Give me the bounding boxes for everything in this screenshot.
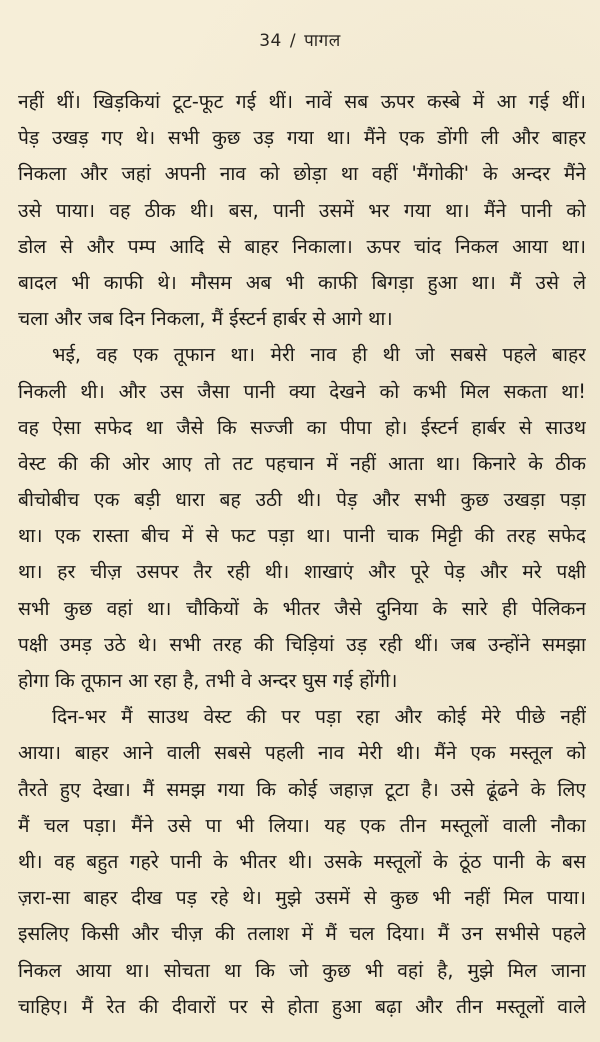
text-line: निकल आया था। सोचता था कि जो कुछ भी वहां है, मुझे मिल जाना (18, 958, 586, 982)
text-line: था। हर चीज़ उसपर तैर रही थी। शाखाएं और पूरे पेड़ और मरे पक्षी (18, 560, 586, 584)
text-line: बादल भी काफी थे। मौसम अब भी काफी बिगड़ा हुआ था। मैं उसे ले (18, 270, 586, 294)
book-title: पागल (304, 31, 341, 51)
text-line: मैं चल पड़ा। मैंने उसे पा भी लिया। यह एक तीन मस्तूलों वाली नौका (18, 813, 586, 837)
page-number: 34 (259, 31, 282, 51)
text-line: थी। वह बहुत गहरे पानी के भीतर थी। उसके मस्तूलों के ठूंठ पानी के बस (18, 849, 586, 873)
text-line: होगा कि तूफान आ रहा है, तभी वे अन्दर घुस गई होंगी। (18, 669, 398, 692)
text-line: ज़रा-सा बाहर दीख पड़ रहे थे। मुझे उसमें से कुछ भी नहीं मिल पाया। (18, 886, 586, 910)
paragraph-start-line: दिन-भर मैं साउथ वेस्ट की पर पड़ा रहा और कोई मेरे पीछे नहीं (52, 705, 586, 729)
text-line: तैरते हुए देखा। मैं समझ गया कि कोई जहाज़ टूटा है। उसे ढूंढने के लिए (18, 777, 586, 801)
text-line: निकली थी। और उस जैसा पानी क्या देखने को कभी मिल सकता था! (18, 379, 586, 403)
paragraph-start-line: भई, वह एक तूफान था। मेरी नाव ही थी जो सबसे पहले बाहर (52, 343, 586, 367)
text-line: वेस्ट की की ओर आए तो तट पहचान में नहीं आता था। किनारे के ठीक (18, 451, 586, 475)
text-line: वह ऐसा सफेद था जैसे कि सज्जी का पीपा हो। ईस्टर्न हार्बर से साउथ (18, 415, 586, 439)
text-line: पक्षी उमड़ उठे थे। सभी तरह की चिड़ियां उड़ रही थीं। जब उन्होंने समझा (18, 632, 586, 656)
text-line: पेड़ उखड़ गए थे। सभी कुछ उड़ गया था। मैंने एक डोंगी ली और बाहर (18, 126, 586, 150)
text-line: था। एक रास्ता बीच में से फट पड़ा था। पानी चाक मिट्टी की तरह सफेद (18, 524, 586, 548)
text-line: बीचोबीच एक बड़ी धारा बह उठी थी। पेड़ और सभी कुछ उखड़ा पड़ा (18, 488, 586, 512)
page-header (0, 28, 600, 51)
text-line: आया। बाहर आने वाली सबसे पहली नाव मेरी थी। मैंने एक मस्तूल को (18, 741, 586, 765)
text-line: इसलिए किसी और चीज़ की तलाश में मैं चल दिया। मैं उन सभीसे पहले (18, 922, 586, 946)
text-line: डोल से और पम्प आदि से बाहर निकाला। ऊपर चांद निकल आया था। (18, 234, 586, 258)
text-line: उसे पाया। वह ठीक थी। बस, पानी उसमें भर गया था। मैंने पानी को (18, 198, 586, 222)
text-line: चाहिए। मैं रेत की दीवारों पर से होता हुआ बढ़ा और तीन मस्तूलों वाले (18, 994, 586, 1018)
text-line: चला और जब दिन निकला, मैं ईस्टर्न हार्बर से आगे था। (18, 307, 393, 331)
body-text (18, 84, 586, 1025)
text-line: नहीं थीं। खिड़कियां टूट-फूट गई थीं। नावें सब ऊपर कस्बे में आ गई थीं। (18, 90, 586, 113)
header-separator: / (289, 31, 297, 51)
text-line: निकला और जहां अपनी नाव को छोड़ा था वहीं 'मैंगोकी' के अन्दर मैंने (18, 162, 586, 186)
text-line: सभी कुछ वहां था। चौकियों के भीतर जैसे दुनिया के सारे ही पेलिकन (18, 596, 586, 620)
